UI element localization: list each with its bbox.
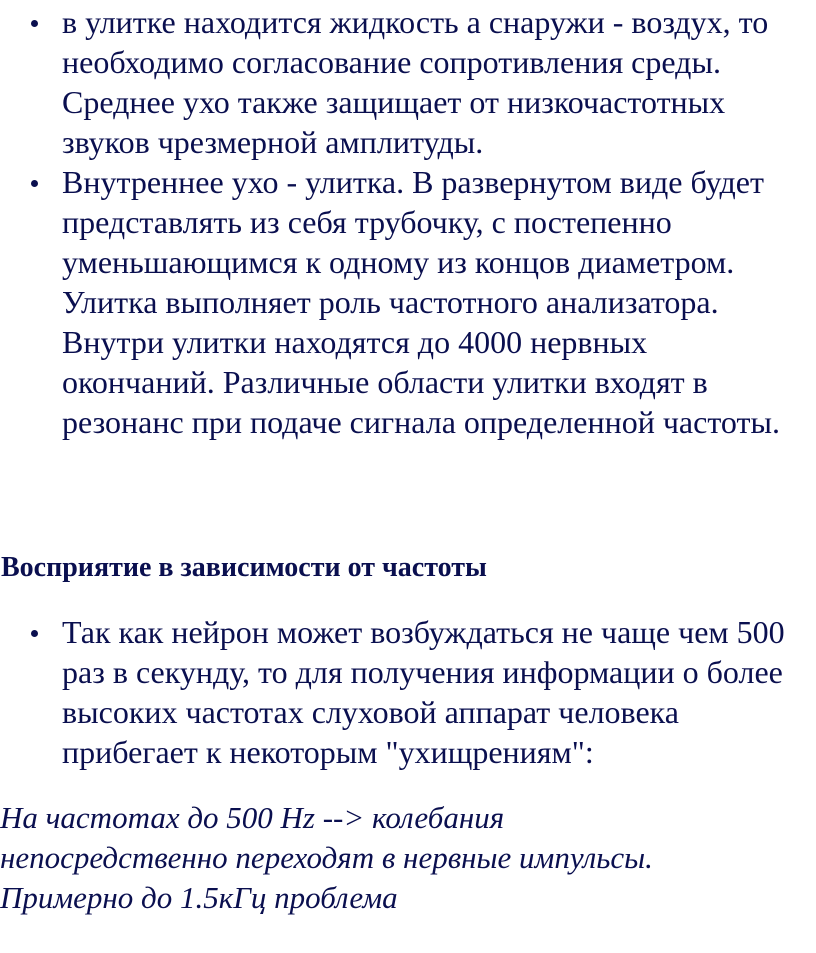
section-heading: Восприятие в зависимости от частоты [1, 552, 487, 583]
bullet-icon [31, 630, 38, 637]
bullet-icon [31, 20, 38, 27]
list-item-text: Так как нейрон может возбуждаться не чаще чем 500 раз в секунду, то для получения информации о более высоких частотах слуховой аппарат человека прибегает к некоторым "ухищрениям": [62, 614, 785, 770]
list-item [0, 2, 807, 162]
italic-note: На частотах до 500 Hz --> колебания непосредственно переходят в нервные импульсы. Примерно до 1.5кГц проблема [0, 800, 653, 915]
bullet-list-frequency [0, 612, 807, 772]
list-item [0, 162, 807, 442]
bullet-icon [31, 180, 38, 187]
list-item [0, 612, 807, 772]
bullet-list-ear-description [0, 2, 807, 442]
list-item-text: в улитке находится жидкость а снаружи - воздух, то необходимо согласование сопротивления среды. Среднее ухо также защищает от низкочастотных звуков чрезмерной амплитуды. [62, 4, 769, 160]
list-item-text: Внутреннее ухо - улитка. В развернутом виде будет представлять из себя трубочку, с постепенно уменьшающимся к одному из концов диаметром. Улитка выполняет роль частотного анализатора. Внутри улитки находятся до 4000 нервных окончаний. Различные области улитки входят в резонанс при подаче сигнала определенной частоты. [62, 164, 780, 440]
